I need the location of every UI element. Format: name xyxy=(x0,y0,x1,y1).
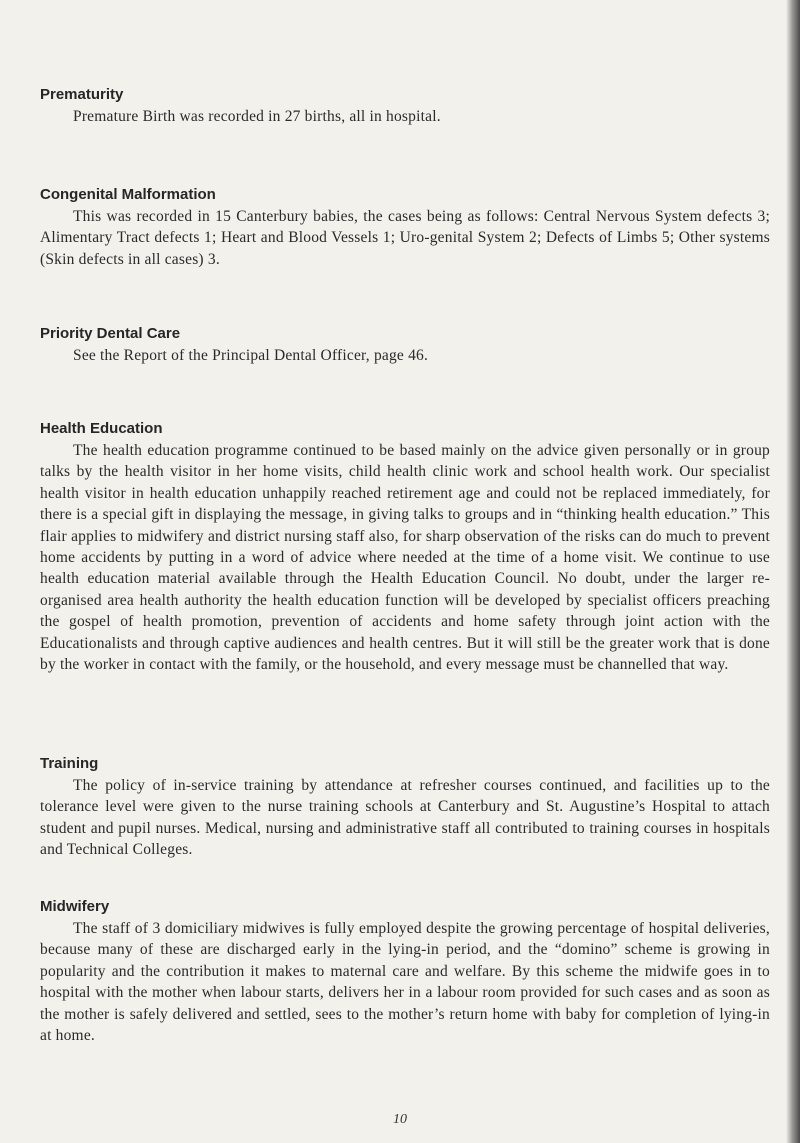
section-heading: Training xyxy=(40,755,99,772)
page-number: 10 xyxy=(393,1112,407,1127)
section-congenital-malformation xyxy=(40,184,770,323)
section-paragraph: The staff of 3 domiciliary midwives is fully employed despite the growing percentage of hospital deliveries, because many of these are discharged early in the lying-in period, and the “domino” scheme is growing in popularity and the contribution it makes to maternal care and welfare. By this scheme the midwife goes in to hospital with the mother when labour starts, delivers her in a labour room provided for such cases and as soon as the mother is safely delivered and settled, sees to the mother’s return home with baby for completion of lying-in at home. xyxy=(40,920,770,1045)
section-midwifery xyxy=(40,896,770,1046)
section-prematurity xyxy=(40,84,770,184)
section-priority-dental-care xyxy=(40,323,770,418)
section-training xyxy=(40,753,770,896)
section-paragraph: Premature Birth was recorded in 27 births, all in hospital. xyxy=(73,108,441,125)
section-paragraph: See the Report of the Principal Dental Officer, page 46. xyxy=(73,347,429,364)
section-heading: Congenital Malformation xyxy=(40,186,216,203)
section-health-education xyxy=(40,418,770,753)
section-heading: Prematurity xyxy=(40,86,124,103)
page-content xyxy=(40,84,770,1046)
section-heading: Priority Dental Care xyxy=(40,325,181,342)
section-heading: Health Education xyxy=(40,420,163,437)
section-paragraph: The health education programme continued to be based mainly on the advice given personally or in group talks by the health visitor in her home visits, child health clinic work and school health work. Our specialist health visitor in health education unhappily reached retirement age and could not be replaced immediately, for there is a special gift in displaying the message, in giving talks to groups and in “thinking health education.” This flair applies to midwifery and district nursing staff also, for sharp observation of the risks can do much to prevent home accidents by putting in a word of advice where needed at the time of a home visit. We continue to use health education material available through the Health Education Council. No doubt, under the larger re-organised area health authority the health education function will be developed by specialist officers preaching the gospel of health promotion, prevention of accidents and home safety through joint action with the Educationalists and through captive audiences and health centres. But it will still be the greater work that is done by the worker in contact with the family, or the household, and every message must be channelled that way. xyxy=(40,442,770,674)
section-paragraph: This was recorded in 15 Canterbury babies, the cases being as follows: Central Nervous System defects 3; Alimentary Tract defects 1; Heart and Blood Vessels 1; Uro-genital System 2; Defects of Limbs 5; Other systems (Skin defects in all cases) 3. xyxy=(40,208,770,268)
page-edge-shadow xyxy=(786,0,800,1143)
section-paragraph: The policy of in-service training by attendance at refresher courses continued, and facilities up to the tolerance level were given to the nurse training schools at Canterbury and St. Augustine’s Hospital to attach student and pupil nurses. Medical, nursing and administrative staff all contributed to training courses in hospitals and Technical Colleges. xyxy=(40,777,770,859)
section-heading: Midwifery xyxy=(40,898,110,915)
